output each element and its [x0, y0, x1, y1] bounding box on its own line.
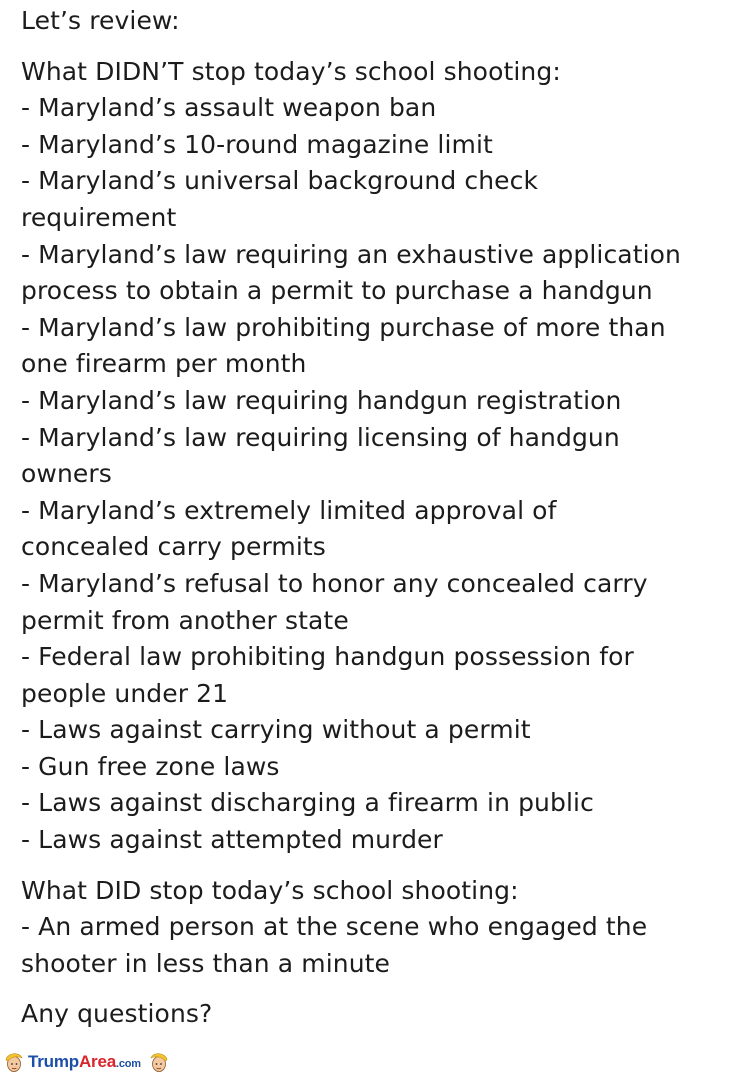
didnt-list-item-line: process to obtain a permit to purchase a handgun: [21, 276, 653, 306]
didnt-list-item-line: - Maryland’s refusal to honor any concealed carry: [21, 568, 648, 598]
didnt-list-item: [21, 566, 733, 639]
closing-text: Any questions?: [21, 999, 213, 1029]
didnt-list-item: [21, 785, 733, 822]
trump-mascot-icon: [149, 1051, 169, 1073]
did-heading: What DID stop today’s school shooting:: [21, 875, 519, 905]
closing-line: [21, 996, 733, 1033]
didnt-list: [21, 90, 733, 858]
didnt-list-item-line: - Maryland’s law requiring licensing of handgun: [21, 422, 620, 452]
didnt-list-item-line: - Gun free zone laws: [21, 751, 280, 781]
paragraph-gap: [21, 859, 733, 873]
didnt-list-item: [21, 310, 733, 383]
watermark-part-area: Area: [78, 1052, 116, 1071]
watermark-brand: [28, 1052, 141, 1072]
did-list-item-line: shooter in less than a minute: [21, 948, 391, 978]
paragraph-gap: [21, 40, 733, 54]
didnt-section: [21, 54, 733, 859]
watermark-part-com: .com: [115, 1058, 141, 1070]
didnt-list-item-line: owners: [21, 459, 112, 489]
didnt-list-item-line: people under 21: [21, 678, 229, 708]
didnt-list-item: [21, 383, 733, 420]
did-list-item-line: - An armed person at the scene who engaged the: [21, 912, 648, 942]
didnt-list-item: [21, 420, 733, 493]
didnt-heading: What DIDN’T stop today’s school shooting:: [21, 56, 561, 86]
didnt-list-item-line: - Laws against carrying without a permit: [21, 715, 531, 745]
didnt-list-item-line: one firearm per month: [21, 349, 307, 379]
didnt-list-item-line: - Maryland’s universal background check: [21, 166, 539, 196]
didnt-list-item-line: - Maryland’s assault weapon ban: [21, 93, 437, 123]
paragraph-gap: [21, 982, 733, 996]
did-list-item: [21, 909, 733, 982]
didnt-list-item-line: - Federal law prohibiting handgun possession for: [21, 642, 634, 672]
didnt-list-item-line: - Maryland’s law requiring handgun registration: [21, 385, 622, 415]
didnt-list-item-line: - Laws against attempted murder: [21, 825, 443, 855]
did-section: [21, 873, 733, 983]
didnt-list-item-line: - Laws against discharging a firearm in public: [21, 788, 594, 818]
intro-text: Let’s review:: [21, 6, 180, 35]
didnt-list-item-line: requirement: [21, 202, 177, 232]
didnt-list-item: [21, 90, 733, 127]
didnt-list-item-line: permit from another state: [21, 605, 349, 635]
intro-line: [21, 3, 733, 40]
didnt-list-item: [21, 127, 733, 164]
didnt-list-item-line: - Maryland’s extremely limited approval of: [21, 495, 557, 525]
didnt-list-item: [21, 712, 733, 749]
didnt-list-item: [21, 237, 733, 310]
post-text: [21, 3, 733, 1033]
didnt-list-item: [21, 822, 733, 859]
didnt-list-item-line: - Maryland’s law requiring an exhaustive application: [21, 239, 681, 269]
didnt-list-item: [21, 749, 733, 786]
didnt-list-item: [21, 163, 733, 236]
didnt-list-item: [21, 639, 733, 712]
watermark-part-trump: Trump: [28, 1052, 79, 1071]
didnt-list-item-line: - Maryland’s law prohibiting purchase of more than: [21, 312, 666, 342]
trump-mascot-icon: [4, 1051, 24, 1073]
didnt-list-item: [21, 493, 733, 566]
didnt-list-item-line: concealed carry permits: [21, 532, 326, 562]
did-list: [21, 909, 733, 982]
didnt-list-item-line: - Maryland’s 10-round magazine limit: [21, 129, 493, 159]
watermark: [4, 1050, 169, 1074]
